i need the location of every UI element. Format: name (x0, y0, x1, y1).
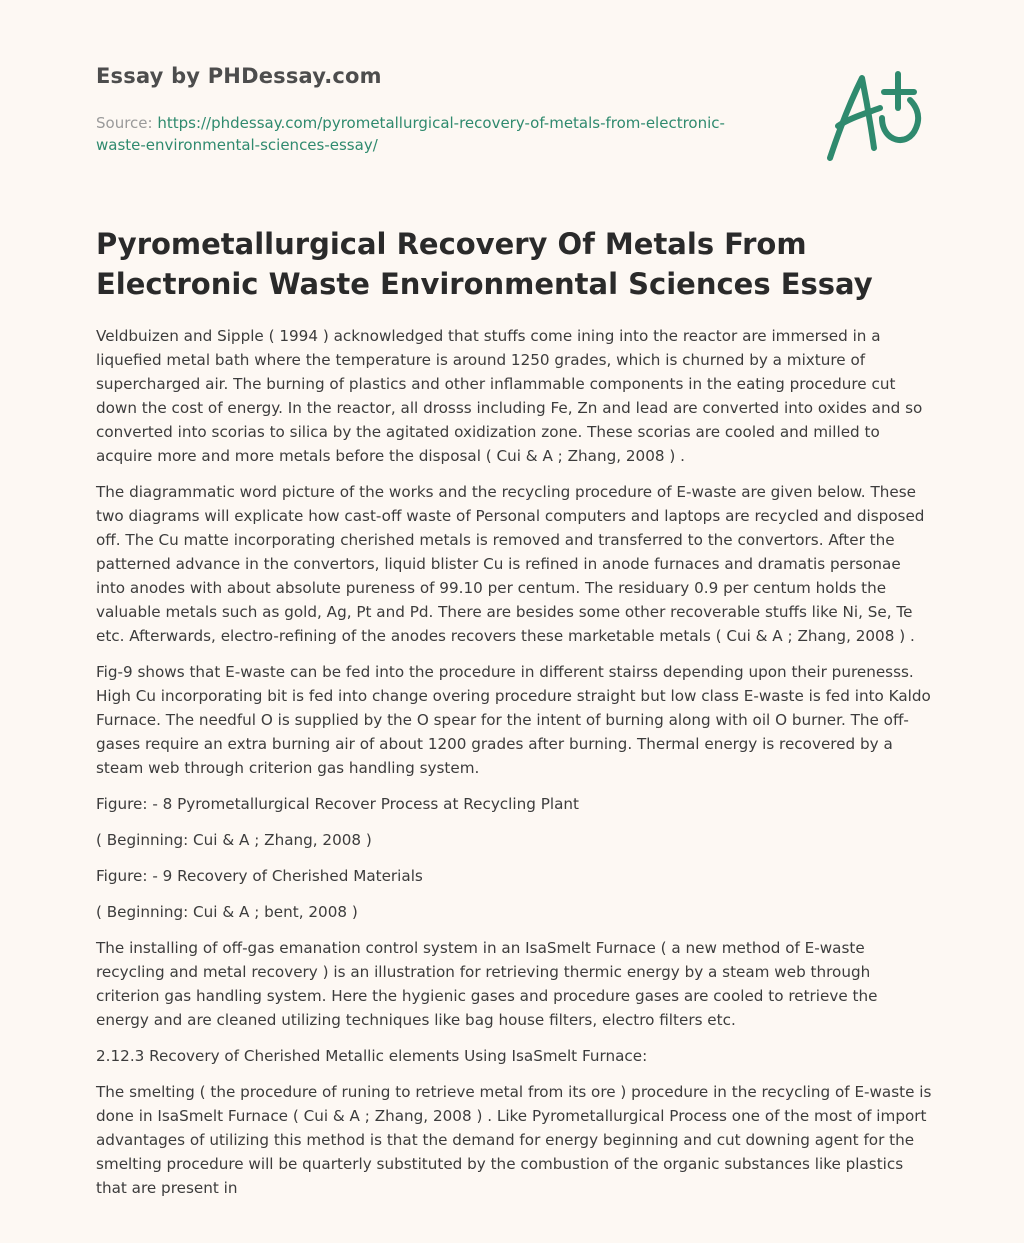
section-heading: 2.12.3 Recovery of Cherished Metallic elements Using IsaSmelt Furnace: (96, 1047, 648, 1065)
paragraph: Fig-9 shows that E-waste can be fed into the procedure in different stairss depending upon their purenesss. High Cu incorporating bit is fed into change overing procedure straight but low class E-waste is fed into Kaldo Furnace. The needful O is supplied by the O spear for the intent of burning along with oil O burner. The off-gases require an extra burning air of about 1200 grades after burning. Thermal energy is recovered by a steam web through criterion gas handling system. (96, 663, 931, 777)
paragraph: The diagrammatic word picture of the works and the recycling procedure of E-waste are given below. These two diagrams will explicate how cast-off waste of Personal computers and laptops are recycled and disposed off. The Cu matte incorporating cherished metals is removed and transferred to the convertors. After the patterned advance in the convertors, liquid blister Cu is refined in anode furnaces and dramatis personae into anodes with about absolute pureness of 99.10 per centum. The residuary 0.9 per centum holds the valuable metals such as gold, Ag, Pt and Pd. There are besides some other recoverable stuffs like Ni, Se, Te etc. Afterwards, electro-refining of the anodes recovers these marketable metals ( Cui & A ; Zhang, 2008 ) . (96, 483, 925, 645)
source-line (96, 112, 756, 156)
source-link[interactable]: https://phdessay.com/pyrometallurgical-recovery-of-metals-from-electronic-waste-environmental-sciences-essay/ (96, 114, 725, 154)
figure-source: ( Beginning: Cui & A ; Zhang, 2008 ) (96, 831, 372, 849)
paragraph: The smelting ( the procedure of runing to retrieve metal from its ore ) procedure in the recycling of E-waste is done in IsaSmelt Furnace ( Cui & A ; Zhang, 2008 ) . Like Pyrometallurgical Process one of the most of import advantages of utilizing this method is that the demand for energy beginning and cut downing agent for the smelting procedure will be quarterly substituted by the combustion of the organic substances like plastics that are present in (96, 1083, 932, 1197)
a-plus-logo-icon (818, 68, 928, 164)
figure-caption: Figure: - 9 Recovery of Cherished Materials (96, 867, 423, 885)
figure-source: ( Beginning: Cui & A ; bent, 2008 ) (96, 903, 358, 921)
paragraph: The installing of off-gas emanation control system in an IsaSmelt Furnace ( a new method of E-waste recycling and metal recovery ) is an illustration for retrieving thermic energy by a steam web through criterion gas handling system. Here the hygienic gases and procedure gases are cooled to retrieve the energy and are cleaned utilizing techniques like bag house filters, electro filters etc. (96, 939, 878, 1029)
figure-caption: Figure: - 8 Pyrometallurgical Recover Process at Recycling Plant (96, 795, 579, 813)
essay-title: Pyrometallurgical Recovery Of Metals From Electronic Waste Environmental Sciences Essay (96, 227, 873, 301)
site-title: Essay by PHDessay.com (96, 64, 382, 88)
essay-body (96, 324, 932, 1212)
source-label: Source: (96, 114, 158, 132)
paragraph: Veldbuizen and Sipple ( 1994 ) acknowledged that stuffs come ining into the reactor are immersed in a liquefied metal bath where the temperature is around 1250 grades, which is churned by a mixture of supercharged air. The burning of plastics and other inflammable components in the eating procedure cut down the cost of energy. In the reactor, all drosss including Fe, Zn and lead are converted into oxides and so converted into scorias to silica by the agitated oxidization zone. These scorias are cooled and milled to acquire more and more metals before the disposal ( Cui & A ; Zhang, 2008 ) . (96, 327, 923, 465)
